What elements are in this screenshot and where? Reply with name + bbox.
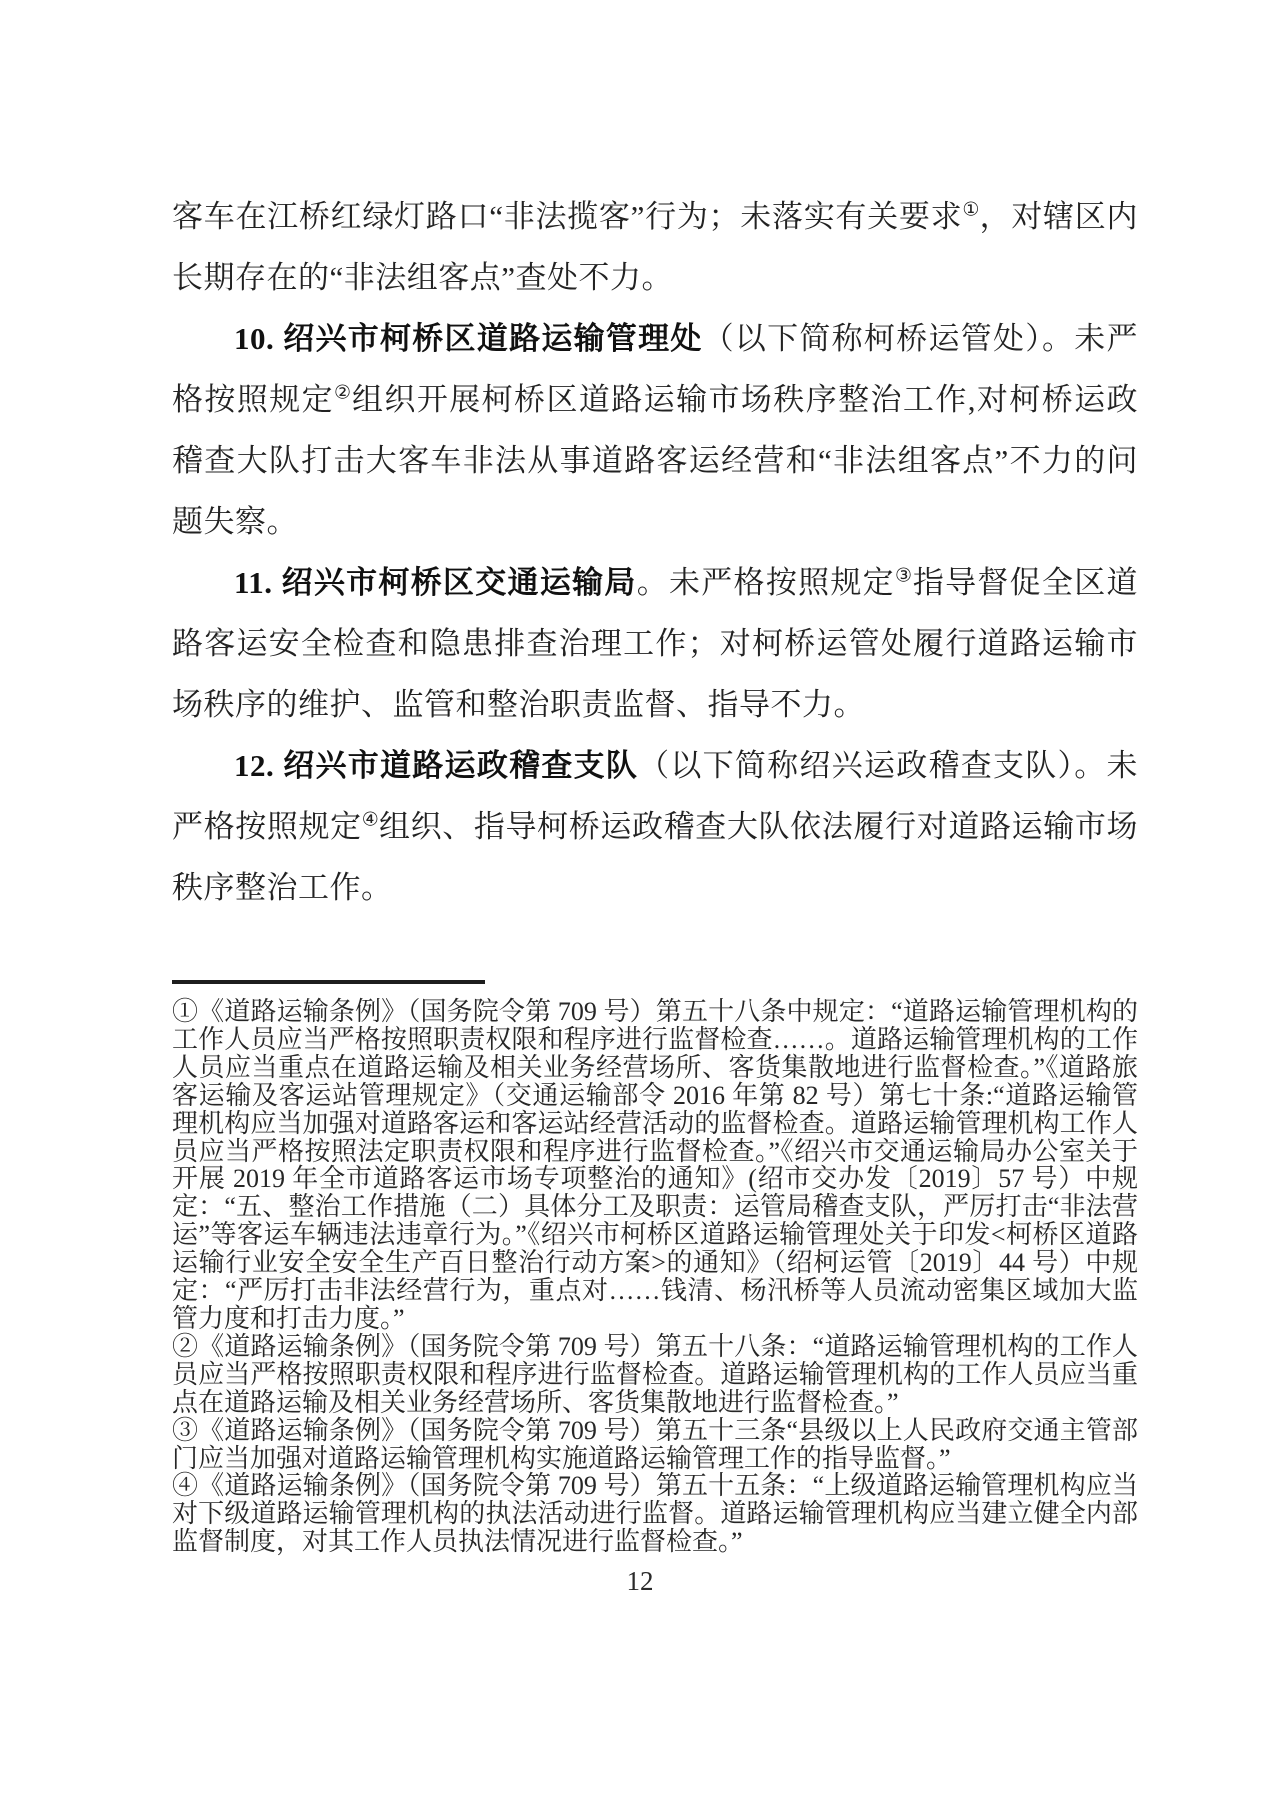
paragraph-heading: 12. 绍兴市道路运政稽查支队	[234, 748, 639, 783]
footnote-ref-3: ③	[894, 565, 913, 587]
page-content	[172, 186, 1138, 1556]
paragraph-text: 。未严格按照规定	[636, 565, 895, 600]
footnote-marker: ②	[172, 1331, 199, 1361]
footnote-text: 《道路运输条例》（国务院令第 709 号）第五十八条：“道路运输管理机构的工作人员应当严格按照职责权限和程序进行监督检查。道路运输管理机构的工作人员应当重点在道路运输及相关业务经营场所、客货集散地进行监督检查。”	[172, 1331, 1138, 1417]
paragraph-item-12	[172, 735, 1138, 918]
paragraph-text: 组织开展柯桥区道路运输市场秩序整治工作,对柯桥运政稽查大队打击大客车非法从事道路客运经营和“非法组客点”不力的问题失察。	[172, 382, 1139, 539]
footnote-text: 《道路运输条例》（国务院令第 709 号）第五十八条中规定：“道路运输管理机构的工作人员应当严格按照职责权限和程序进行监督检查……。道路运输管理机构的工作人员应当重点在道路运输及相关业务经营场所、客货集散地进行监督检查。”《道路旅客运输及客运站管理规定》（交通运输部令 2016 年第 82 号）第七十条:“道路运输管理机构应当加强对道路客运和客运站经营活动的监督检查。道路运输管理机构工作人员应当严格按照法定职责权限和程序进行监督检查。”《绍兴市交通运输局办公室关于开展 2019 年全市道路客运市场专项整治的通知》(绍市交办发〔2019〕57 号）中规定：“五、整治工作措施（二）具体分工及职责：运管局稽查支队，严厉打击“非法营运”等客运车辆违法违章行为。”《绍兴市柯桥区道路运输管理处关于印发<柯桥区道路运输行业安全安全生产百日整治行动方案>的通知》（绍柯运管〔2019〕44 号）中规定：“严厉打击非法经营行为，重点对……钱清、杨汛桥等人员流动密集区域加大监管力度和打击力度。”	[172, 997, 1138, 1333]
paragraph-item-10	[172, 308, 1138, 552]
footnote-text: 《道路运输条例》（国务院令第 709 号）第五十三条“县级以上人民政府交通主管部门应当加强对道路运输管理机构实施道路运输管理工作的指导监督。”	[172, 1415, 1138, 1473]
footnote-marker: ①	[172, 997, 199, 1026]
paragraph-text: （以下简称柯桥运管处）。未严格按照规定	[172, 321, 1139, 417]
paragraph-heading: 10. 绍兴市柯桥区道路运输管理处	[234, 321, 703, 356]
footnote-separator	[172, 980, 485, 984]
paragraph-text: （以下简称绍兴运政稽查支队）。未严格按照规定	[172, 748, 1139, 844]
paragraph-continuation	[172, 186, 1138, 308]
paragraph-heading: 11. 绍兴市柯桥区交通运输局	[234, 565, 637, 600]
paragraph-text: ，对辖区内长期存在的“非法组客点”查处不力。	[172, 199, 1138, 295]
footnote-2	[172, 1333, 1138, 1417]
page-number: 12	[626, 1566, 654, 1596]
footnote-ref-1: ①	[962, 199, 980, 221]
footnote-3	[172, 1417, 1138, 1473]
footnote-4	[172, 1472, 1138, 1556]
paragraph-text: 指导督促全区道路客运安全检查和隐患排查治理工作；对柯桥运管处履行道路运输市场秩序的维护、监管和整治职责监督、指导不力。	[172, 565, 1139, 722]
footnote-ref-2: ②	[334, 382, 352, 404]
paragraph-text: 客车在江桥红绿灯路口“非法揽客”行为；未落实有关要求	[172, 199, 963, 234]
footnote-1	[172, 998, 1138, 1333]
footnote-marker: ④	[172, 1471, 199, 1501]
footnotes-section	[172, 998, 1138, 1556]
footnote-marker: ③	[172, 1415, 199, 1445]
paragraph-item-11	[172, 552, 1138, 735]
footnote-ref-4: ④	[361, 809, 379, 831]
paragraph-text: 组织、指导柯桥运政稽查大队依法履行对道路运输市场秩序整治工作。	[172, 809, 1138, 905]
footnote-text: 《道路运输条例》（国务院令第 709 号）第五十五条：“上级道路运输管理机构应当对下级道路运输管理机构的执法活动进行监督。道路运输管理机构应当建立健全内部监督制度，对其工作人员执法情况进行监督检查。”	[172, 1471, 1138, 1557]
